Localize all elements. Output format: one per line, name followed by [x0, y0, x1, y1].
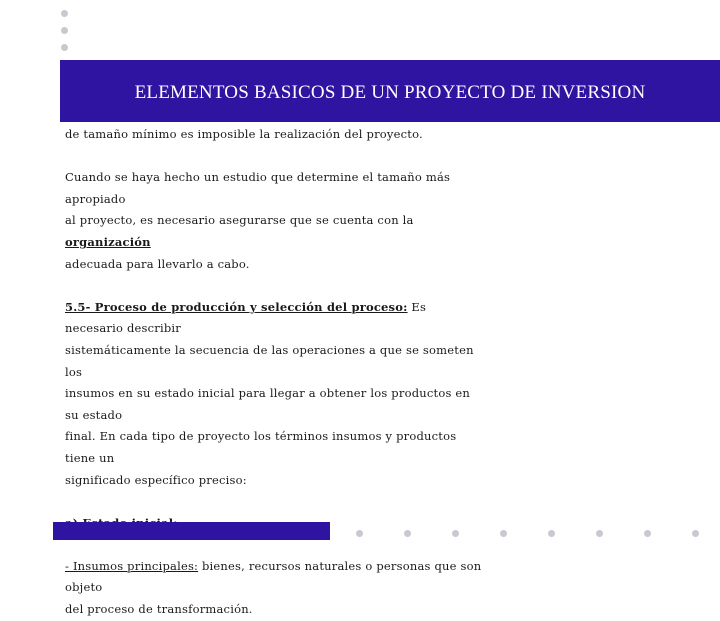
text-line: final. En cada tipo de proyecto los términos insumos y productos tiene un: [65, 429, 457, 465]
paragraph: [65, 556, 485, 621]
decor-dot: [404, 530, 411, 537]
text-line: bienes, recursos naturales o personas que son objeto: [65, 558, 482, 595]
text-line: Cuando se haya hecho un estudio que determine el tamaño más apropiado: [65, 170, 451, 206]
item-label: - Insumos principales:: [65, 558, 199, 573]
text-line: significado específico preciso:: [65, 472, 247, 487]
decor-dot: [644, 530, 651, 537]
text-line: insumos en su estado inicial para llegar a obtener los productos en su estado: [65, 386, 471, 422]
text-line: adecuada para llevarlo a cabo.: [65, 256, 250, 271]
emphasis-text: organización: [65, 234, 151, 249]
text-line: sistemáticamente la secuencia de las operaciones a que se someten los: [65, 342, 474, 379]
decor-dot: [61, 10, 68, 17]
text-line: Es necesario describir: [65, 299, 427, 336]
decor-dot: [548, 530, 555, 537]
decor-dot: [356, 530, 363, 537]
text-line: del proceso de transformación.: [65, 602, 253, 617]
section-heading: 5.5- Proceso de producción y selección del proceso:: [65, 299, 408, 314]
paragraph: de tamaño mínimo es imposible la realización del proyecto.: [65, 127, 423, 141]
footer-bar: [53, 522, 330, 540]
title-bar: [60, 60, 720, 122]
paragraph: [65, 297, 485, 491]
decor-dot: [692, 530, 699, 537]
paragraph: [65, 167, 485, 275]
slide-title: ELEMENTOS BASICOS DE UN PROYECTO DE INVERSION: [134, 82, 646, 103]
slide-body: [65, 124, 485, 621]
decor-dot: [452, 530, 459, 537]
decor-dot: [596, 530, 603, 537]
decor-dot: [500, 530, 507, 537]
text-line: al proyecto, es necesario asegurarse que se cuenta con la: [65, 213, 414, 228]
decor-dot: [61, 44, 68, 51]
decor-dot: [61, 27, 68, 34]
